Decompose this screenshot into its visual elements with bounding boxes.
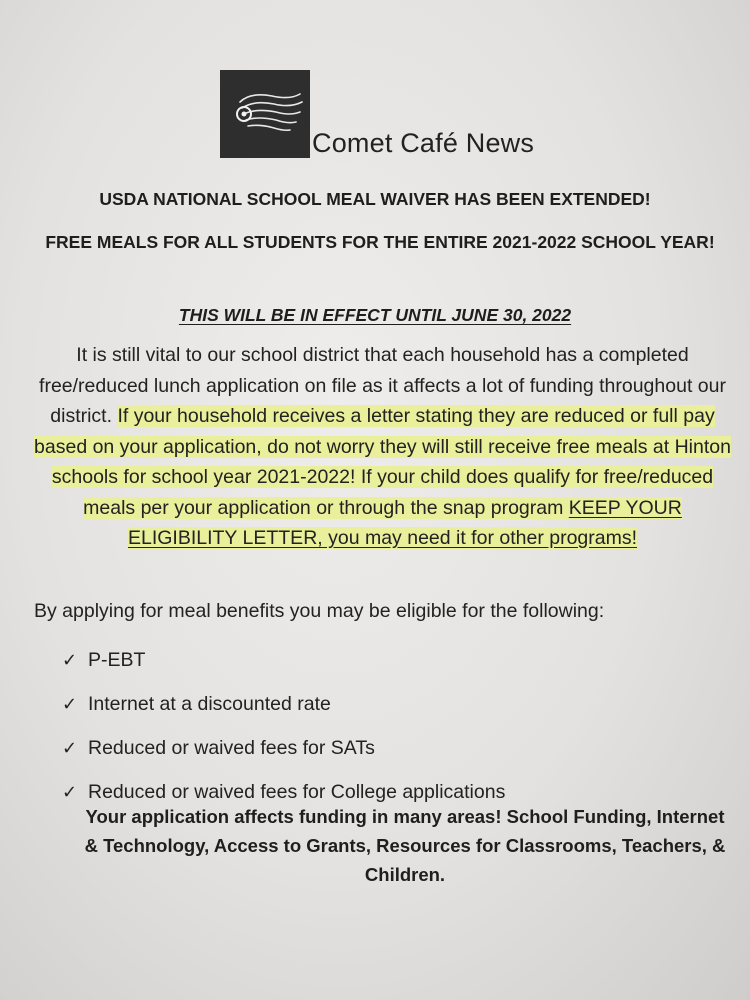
benefit-label: Internet at a discounted rate (88, 693, 331, 715)
newsletter-title: Comet Café News (312, 128, 535, 158)
body-text-intro: It is still vital to our school district that each household has a completed free/reduced lunch application on file as it affects a lot of funding throughout our district. (39, 344, 726, 427)
checkmark-icon: ✓ (62, 738, 78, 758)
benefit-item (62, 682, 505, 726)
benefits-intro: By applying for meal benefits you may be eligible for the following: (34, 600, 605, 622)
benefit-label: Reduced or waived fees for SATs (88, 737, 375, 759)
headline-free-meals: FREE MEALS FOR ALL STUDENTS FOR THE ENTIRE 2021-2022 SCHOOL YEAR! (45, 232, 715, 252)
eligibility-letter-notice: KEEP YOUR ELIGIBILITY LETTER, you may need it for other programs! (127, 496, 682, 549)
benefits-list (62, 638, 505, 814)
comet-logo-graphic (220, 70, 310, 158)
benefit-item (62, 726, 505, 770)
benefit-label: Reduced or waived fees for College applications (88, 781, 506, 803)
comet-logo-icon (220, 70, 310, 158)
checkmark-icon: ✓ (62, 694, 78, 714)
checkmark-icon: ✓ (62, 650, 78, 670)
body-text-highlighted: If your household receives a letter stating they are reduced or full pay based on your application, do not worry they will still receive free meals at Hinton schools for school year 2021-2022! If your child does qualify for free/reduced meals per your application or through the snap program (34, 405, 731, 519)
headline-effective-date: THIS WILL BE IN EFFECT UNTIL JUNE 30, 2022 (178, 305, 572, 325)
closing-statement: Your application affects funding in many areas! School Funding, Internet & Technology, Access to Grants, Resources for Classrooms, Teachers, & Children. (84, 806, 726, 885)
benefit-item (62, 638, 505, 682)
benefit-label: P-EBT (88, 649, 146, 671)
body-paragraph (30, 340, 735, 554)
headline-waiver-extended: USDA NATIONAL SCHOOL MEAL WAIVER HAS BEEN EXTENDED! (99, 189, 651, 209)
checkmark-icon: ✓ (62, 782, 78, 802)
